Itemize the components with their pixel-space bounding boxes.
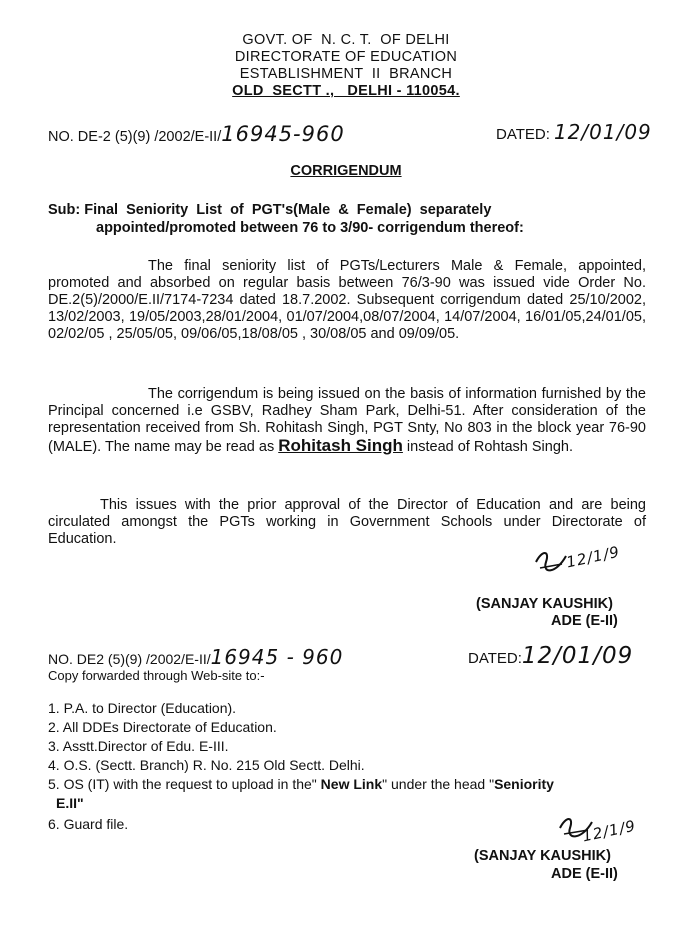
document-title: CORRIGENDUM (290, 163, 402, 179)
dated-2 (468, 643, 633, 669)
signature-scribble-1 (532, 548, 572, 576)
list-item-text: " under the head " (382, 776, 495, 792)
signatory-designation-1: ADE (E-II) (551, 613, 618, 629)
handwritten-date-2: 12/01/09 (521, 643, 634, 669)
subject-line-1: Sub: Final Seniority List of PGT's(Male & Female) separately (48, 202, 492, 218)
reference-number-1 (48, 122, 345, 146)
signature-initials-2: 12/1/9 (580, 816, 638, 846)
list-item-bold-new-link: New Link (316, 776, 383, 792)
list-item: 6. Guard file. (48, 816, 129, 832)
dated-label: DATED: (496, 126, 550, 143)
letterhead (0, 32, 692, 100)
list-item-text: 5. OS (IT) with the request to upload in the" (48, 776, 317, 792)
paragraph-corrigendum-basis (48, 386, 646, 456)
dated-1 (496, 120, 652, 144)
handwritten-reference-2: 16945 - 960 (210, 645, 344, 669)
copy-intro: Copy forwarded through Web-site to:- (48, 668, 265, 683)
list-item: 1. P.A. to Director (Education). (48, 700, 237, 716)
signatory-name-2: (SANJAY KAUSHIK) (474, 848, 611, 864)
signatory-name-1: (SANJAY KAUSHIK) (476, 596, 613, 612)
corrected-name: Rohitash Singh (278, 436, 403, 455)
subject-line-2: appointed/promoted between 76 to 3/90- corrigendum thereof: (96, 220, 524, 236)
list-item: 3. Asstt.Director of Edu. E-III. (48, 738, 229, 754)
reference-prefix-2: NO. DE2 (5)(9) /2002/E-II/ (48, 651, 211, 667)
letterhead-address: OLD SECTT ., DELHI - 110054. (232, 83, 460, 99)
subject (48, 201, 646, 237)
letterhead-line-directorate: DIRECTORATE OF EDUCATION (234, 49, 458, 65)
handwritten-date: 12/01/09 (553, 120, 652, 144)
signature-scribble-2 (556, 812, 598, 842)
reference-prefix: NO. DE-2 (5)(9) /2002/E-II/ (48, 129, 222, 145)
signatory-designation-2: ADE (E-II) (551, 866, 618, 882)
handwritten-reference: 16945-960 (221, 122, 345, 146)
dated-label-2: DATED: (468, 650, 522, 667)
list-item: 2. All DDEs Directorate of Education. (48, 719, 277, 735)
paragraph-text: The corrigendum is being issued on the basis of information furnished by the Principal concerned i.e GSBV, Radhey Sham Park, Delhi-51. After consideration of the representation received from Sh. Rohitash Singh, PGT Snty, No 803 in the block year 76-90 (MALE). The name may be read as (48, 386, 646, 455)
list-item (48, 775, 554, 794)
paragraph-tail: instead of Rohtash Singh. (402, 439, 573, 455)
letterhead-line-govt: GOVT. OF N. C. T. OF DELHI (242, 32, 450, 48)
list-item-bold-seniority: Seniority (494, 776, 554, 792)
paragraph-approval: This issues with the prior approval of the Director of Education and are being circulated amongst the PGTs working in Government Schools under Directorate of Education. (48, 497, 646, 547)
signature-initials-1: 12/1/9 (564, 542, 622, 572)
list-item-continuation: E.II" (56, 795, 84, 811)
copy-distribution-list (48, 699, 554, 834)
list-item: 4. O.S. (Sectt. Branch) R. No. 215 Old Sectt. Delhi. (48, 757, 365, 773)
paragraph-seniority-list: The final seniority list of PGTs/Lecturers Male & Female, appointed, promoted and absorbed on regular basis between 76/3-90 was issued vide Order No. DE.2(5)/2000/E.II/7174-7234 dated 18.7.2002. Subsequent corrigendum dated 25/10/2002, 13/02/2003, 19/05/2003,28/01/2004, 01/07/2004,08/07/2004, 14/07/2004, 16/01/05,24/01/05, 02/02/05 , 25/05/05, 09/06/05,18/08/05 , 30/08/05 and 09/09/05. (48, 258, 646, 342)
letterhead-line-branch: ESTABLISHMENT II BRANCH (239, 66, 453, 82)
